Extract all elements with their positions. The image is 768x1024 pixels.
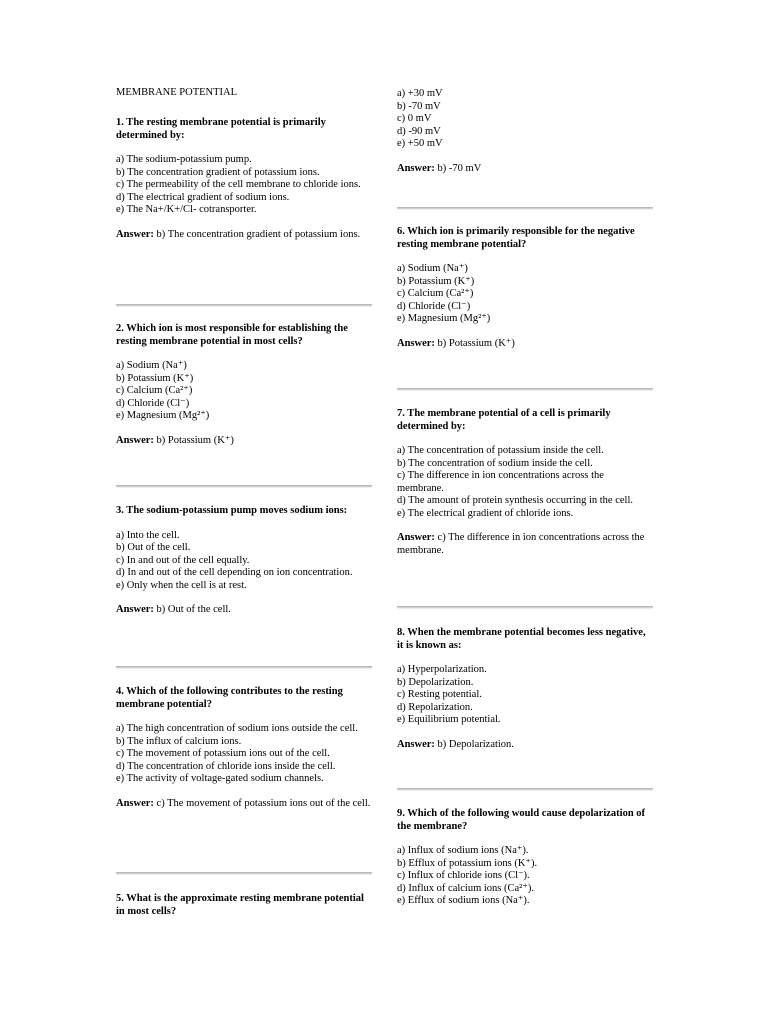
answer-text: b) Potassium (K⁺)	[156, 434, 234, 446]
option: d) -90 mV	[397, 125, 441, 137]
answer-label: Answer:	[116, 228, 154, 240]
answer	[116, 798, 372, 811]
option: c) 0 mV	[397, 113, 432, 124]
option: c) Calcium (Ca²⁺)	[116, 385, 193, 396]
option: e) Only when the cell is at rest.	[116, 579, 247, 591]
question-text: 7. The membrane potential of a cell is primarily determined by:	[397, 408, 611, 432]
answer-label: Answer:	[397, 337, 435, 349]
divider	[116, 666, 372, 669]
answer-text: c) The movement of potassium ions out of the cell.	[156, 797, 371, 809]
option: a) The high concentration of sodium ions outside the cell.	[116, 723, 358, 734]
option: b) -70 mV	[397, 100, 441, 112]
question-2	[116, 323, 372, 447]
answer-text: b) Potassium (K⁺)	[437, 337, 515, 349]
divider	[116, 872, 372, 875]
options-list	[397, 845, 653, 908]
option: d) The concentration of chloride ions inside the cell.	[116, 760, 336, 772]
options-list	[397, 664, 653, 727]
option: a) Sodium (Na⁺)	[116, 360, 187, 371]
question-text: 1. The resting membrane potential is primarily determined by:	[116, 117, 326, 141]
option: a) The sodium-potassium pump.	[116, 154, 252, 165]
option: d) Chloride (Cl⁻)	[397, 300, 471, 312]
answer-label: Answer:	[116, 797, 154, 809]
option: c) Influx of chloride ions (Cl⁻).	[397, 870, 530, 881]
option: d) Influx of calcium ions (Ca²⁺).	[397, 882, 534, 894]
answer-text: c) The difference in ion concentrations across the membrane.	[397, 532, 645, 556]
option: e) +50 mV	[397, 138, 443, 149]
option: a) Influx of sodium ions (Na⁺).	[397, 845, 529, 856]
options-list	[116, 360, 372, 423]
options-list	[116, 154, 372, 217]
option: e) The electrical gradient of chloride ions.	[397, 507, 574, 519]
answer	[116, 604, 372, 617]
divider	[397, 788, 653, 791]
answer-text: b) Out of the cell.	[156, 604, 231, 615]
divider	[397, 606, 653, 609]
option: b) The concentration of sodium inside the cell.	[397, 457, 593, 469]
question-text: 3. The sodium-potassium pump moves sodium ions:	[116, 505, 348, 516]
option: e) Efflux of sodium ions (Na⁺).	[397, 895, 530, 906]
option: d) Repolarization.	[397, 701, 473, 713]
answer-label: Answer:	[116, 434, 154, 446]
question-text: 8. When the membrane potential becomes less negative, it is known as:	[397, 627, 646, 651]
option: b) Potassium (K⁺)	[116, 372, 194, 384]
options-list	[116, 530, 372, 593]
answer	[116, 435, 372, 448]
answer	[397, 338, 653, 351]
option: a) Sodium (Na⁺)	[397, 263, 468, 274]
divider	[397, 207, 653, 210]
question-text: 5. What is the approximate resting membrane potential in most cells?	[116, 893, 364, 917]
question-4	[116, 686, 372, 810]
option: b) Efflux of potassium ions (K⁺).	[397, 857, 538, 869]
option: e) Equilibrium potential.	[397, 714, 501, 725]
option: d) The amount of protein synthesis occurring in the cell.	[397, 495, 633, 506]
option: d) Chloride (Cl⁻)	[116, 397, 190, 409]
option: c) Calcium (Ca²⁺)	[397, 288, 474, 299]
options-list	[116, 723, 372, 786]
answer	[397, 739, 653, 752]
option: b) The concentration gradient of potassium ions.	[116, 166, 320, 178]
answer-label: Answer:	[397, 532, 435, 543]
option: e) The Na+/K+/Cl- cotransporter.	[116, 204, 257, 215]
option: b) The influx of calcium ions.	[116, 735, 242, 747]
option: e) The activity of voltage-gated sodium channels.	[116, 773, 324, 784]
option: c) The permeability of the cell membrane to chloride ions.	[116, 179, 361, 190]
option: b) Potassium (K⁺)	[397, 275, 475, 287]
option: b) Out of the cell.	[116, 542, 191, 553]
option: e) Magnesium (Mg²⁺)	[116, 410, 210, 421]
question-5	[116, 893, 372, 918]
divider	[116, 304, 372, 307]
option: c) In and out of the cell equally.	[116, 554, 250, 566]
question-7	[397, 408, 653, 557]
option: a) +30 mV	[397, 88, 443, 99]
options-list	[397, 88, 653, 151]
answer-label: Answer:	[397, 738, 435, 750]
divider	[397, 388, 653, 391]
option: d) The electrical gradient of sodium ions.	[116, 191, 290, 203]
answer-text: b) The concentration gradient of potassium ions.	[156, 228, 361, 240]
question-6	[397, 226, 653, 350]
question-8	[397, 627, 653, 751]
option: a) Into the cell.	[116, 529, 180, 541]
answer	[116, 229, 372, 242]
answer-text: b) -70 mV	[437, 162, 482, 174]
answer-label: Answer:	[397, 162, 435, 174]
question-text: 6. Which ion is primarily responsible for the negative resting membrane potential?	[397, 226, 635, 250]
option: a) Hyperpolarization.	[397, 664, 487, 675]
answer-label: Answer:	[116, 604, 154, 615]
option: a) The concentration of potassium inside the cell.	[397, 445, 604, 456]
answer	[397, 532, 653, 557]
option: d) In and out of the cell depending on ion concentration.	[116, 567, 353, 578]
page-title: MEMBRANE POTENTIAL	[116, 87, 238, 98]
question-text: 2. Which ion is most responsible for establishing the resting membrane potential in most cells?	[116, 323, 348, 347]
answer-text: b) Depolarization.	[437, 738, 514, 750]
option: c) The movement of potassium ions out of the cell.	[116, 748, 330, 759]
question-5-continued	[397, 88, 653, 175]
question-3	[116, 505, 372, 617]
option: c) The difference in ion concentrations across the membrane.	[397, 470, 604, 494]
question-text: 4. Which of the following contributes to the resting membrane potential?	[116, 686, 343, 710]
question-text: 9. Which of the following would cause depolarization of the membrane?	[397, 808, 646, 832]
option: e) Magnesium (Mg²⁺)	[397, 313, 491, 324]
option: c) Resting potential.	[397, 689, 482, 700]
options-list	[397, 263, 653, 326]
divider	[116, 485, 372, 488]
question-1	[116, 117, 372, 241]
question-9	[397, 808, 653, 908]
options-list	[397, 445, 653, 520]
option: b) Depolarization.	[397, 676, 474, 688]
answer	[397, 163, 653, 176]
